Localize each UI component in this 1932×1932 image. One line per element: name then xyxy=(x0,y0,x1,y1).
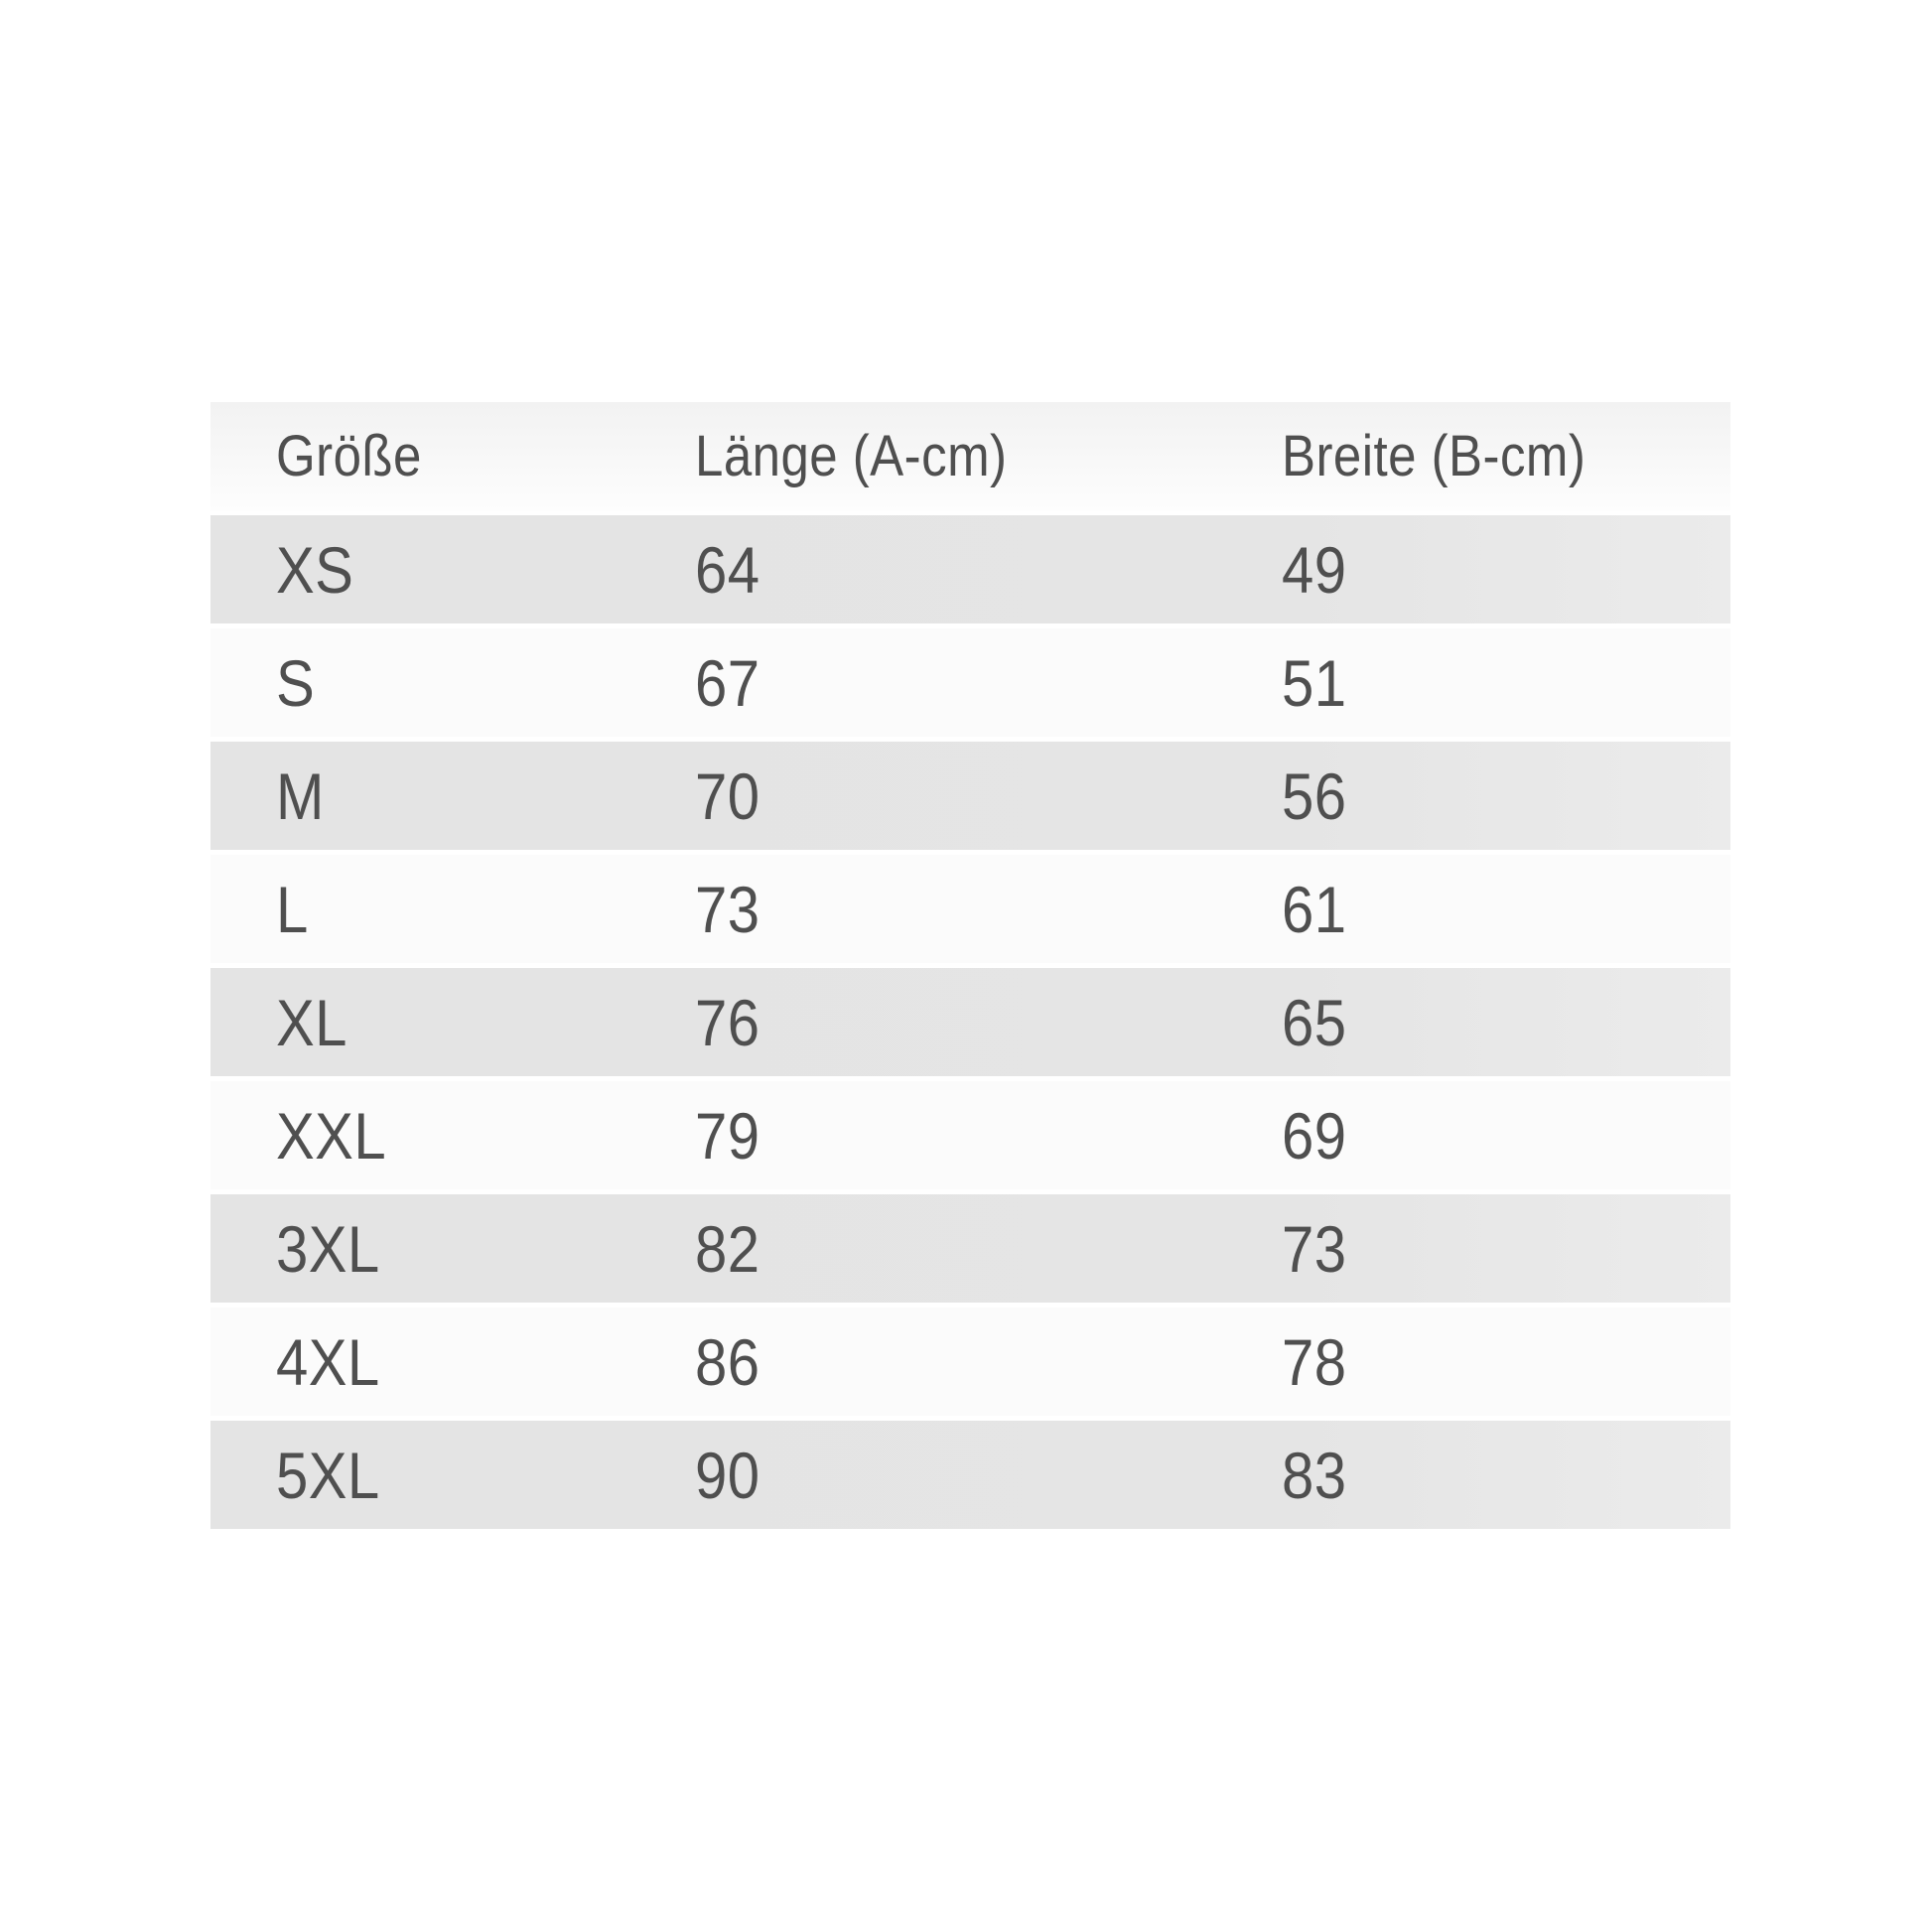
size-value: XL xyxy=(276,985,347,1059)
table-row-5xl xyxy=(210,1421,1730,1534)
laenge-cell xyxy=(695,872,1282,947)
laenge-value: 70 xyxy=(695,759,760,833)
size-value: M xyxy=(276,759,325,833)
size-cell xyxy=(276,1324,695,1400)
size-cell xyxy=(276,532,695,608)
size-cell xyxy=(276,645,695,721)
laenge-cell xyxy=(695,1324,1282,1400)
laenge-cell xyxy=(695,985,1282,1060)
breite-cell xyxy=(1282,645,1730,721)
table-header-row xyxy=(210,402,1730,515)
size-value: S xyxy=(276,645,316,720)
laenge-value: 76 xyxy=(695,985,760,1059)
table-row-4xl xyxy=(210,1308,1730,1421)
laenge-value: 86 xyxy=(695,1324,760,1399)
laenge-cell xyxy=(695,1438,1282,1513)
table-row-l xyxy=(210,855,1730,968)
breite-cell xyxy=(1282,872,1730,947)
size-cell xyxy=(276,1438,695,1513)
size-cell xyxy=(276,985,695,1060)
size-cell xyxy=(276,759,695,834)
breite-value: 51 xyxy=(1282,645,1347,720)
header-label-breite: Breite (B-cm) xyxy=(1282,424,1587,488)
laenge-value: 64 xyxy=(695,532,760,607)
breite-cell xyxy=(1282,1211,1730,1287)
laenge-value: 73 xyxy=(695,872,760,946)
laenge-cell xyxy=(695,1098,1282,1173)
size-value: 5XL xyxy=(276,1438,380,1512)
size-cell xyxy=(276,872,695,947)
size-cell xyxy=(276,1211,695,1287)
size-value: 4XL xyxy=(276,1324,380,1399)
header-cell-laenge xyxy=(695,423,1282,489)
header-cell-breite xyxy=(1282,423,1730,489)
table-row-xxl xyxy=(210,1081,1730,1194)
breite-value: 73 xyxy=(1282,1211,1347,1286)
laenge-value: 67 xyxy=(695,645,760,720)
header-label-laenge: Länge (A-cm) xyxy=(695,424,1008,488)
table-row-3xl xyxy=(210,1194,1730,1308)
size-chart-table xyxy=(210,402,1730,1534)
breite-cell xyxy=(1282,1438,1730,1513)
size-value: XXL xyxy=(276,1098,387,1173)
laenge-cell xyxy=(695,645,1282,721)
table-row-xs xyxy=(210,515,1730,628)
breite-cell xyxy=(1282,759,1730,834)
laenge-value: 82 xyxy=(695,1211,760,1286)
table-row-xl xyxy=(210,968,1730,1081)
table-row-m xyxy=(210,742,1730,855)
breite-cell xyxy=(1282,985,1730,1060)
breite-value: 65 xyxy=(1282,985,1347,1059)
laenge-value: 90 xyxy=(695,1438,760,1512)
size-cell xyxy=(276,1098,695,1173)
breite-value: 78 xyxy=(1282,1324,1347,1399)
table-row-s xyxy=(210,628,1730,742)
laenge-value: 79 xyxy=(695,1098,760,1173)
breite-cell xyxy=(1282,1324,1730,1400)
size-value: 3XL xyxy=(276,1211,380,1286)
breite-value: 61 xyxy=(1282,872,1347,946)
breite-value: 69 xyxy=(1282,1098,1347,1173)
size-value: L xyxy=(276,872,309,946)
laenge-cell xyxy=(695,532,1282,608)
header-label-groesse: Größe xyxy=(276,424,422,488)
size-value: XS xyxy=(276,532,354,607)
laenge-cell xyxy=(695,759,1282,834)
breite-value: 83 xyxy=(1282,1438,1347,1512)
breite-cell xyxy=(1282,532,1730,608)
header-cell-groesse xyxy=(276,423,695,489)
breite-value: 49 xyxy=(1282,532,1347,607)
laenge-cell xyxy=(695,1211,1282,1287)
breite-value: 56 xyxy=(1282,759,1347,833)
breite-cell xyxy=(1282,1098,1730,1173)
